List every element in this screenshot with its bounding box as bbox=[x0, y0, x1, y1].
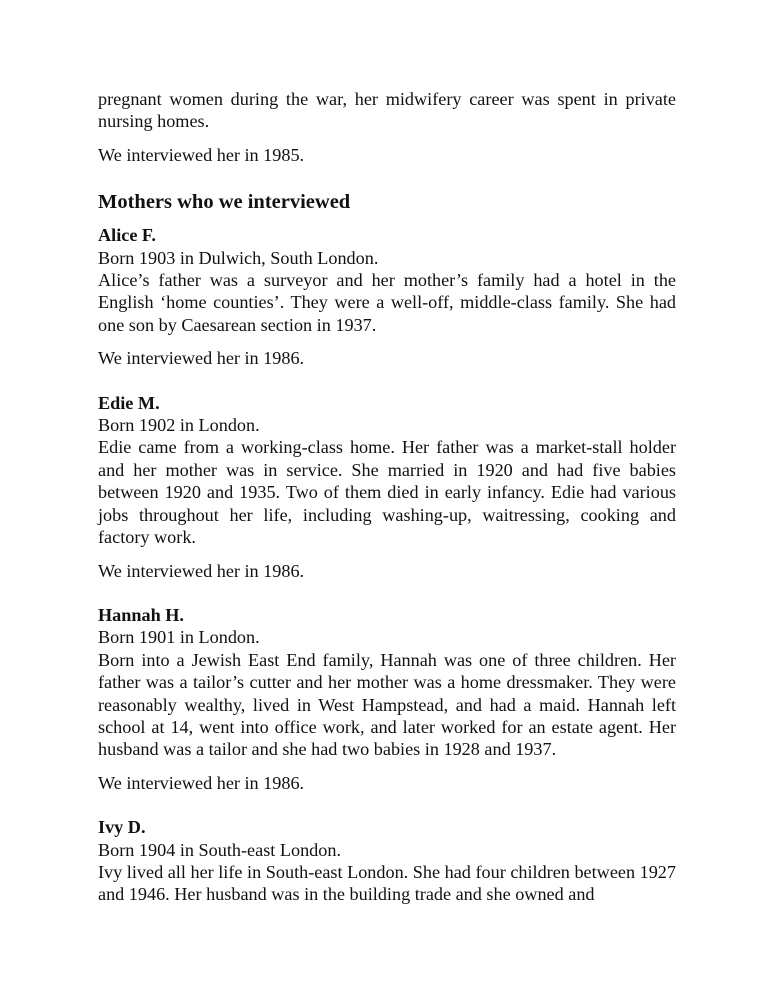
entry-description: Alice’s father was a surveyor and her mother’s family had a hotel in the English ‘home counties’. They were a well-off, middle-class family. She had one son by Caesarean section in 1937. bbox=[98, 270, 676, 335]
entry-name: Edie M. bbox=[98, 392, 160, 413]
entry-name: Alice F. bbox=[98, 225, 156, 246]
entry-born: Born 1904 in South-east London. bbox=[98, 839, 341, 860]
document-page bbox=[98, 88, 676, 917]
entry-name: Hannah H. bbox=[98, 604, 184, 625]
entry-description: Born into a Jewish East End family, Hannah was one of three children. Her father was a tailor’s cutter and her mother was a home dressmaker. They were reasonably wealthy, lived in West Hampstead, and had a maid. Hannah left school at 14, went into office work, and later worked for an estate agent. Her husband was a tailor and she had two babies in 1928 and 1937. bbox=[98, 649, 676, 760]
entry-born: Born 1901 in London. bbox=[98, 627, 260, 648]
section-heading: Mothers who we interviewed bbox=[98, 191, 351, 214]
entry-hannah bbox=[98, 604, 676, 794]
entry-description: Edie came from a working-class home. Her father was a market-stall holder and her mother was in service. She married in 1920 and had five babies between 1920 and 1935. Two of them died in early infancy. Edie had various jobs throughout her life, including washing-up, waitressing, cooking and factory work. bbox=[98, 437, 676, 548]
entry-interview-line: We interviewed her in 1986. bbox=[98, 772, 305, 793]
intro-continuation-paragraph: pregnant women during the war, her midwifery career was spent in private nursing homes. bbox=[98, 89, 676, 132]
entry-name: Ivy D. bbox=[98, 817, 146, 838]
entry-alice bbox=[98, 224, 676, 369]
entry-born: Born 1903 in Dulwich, South London. bbox=[98, 247, 379, 268]
entry-interview-line: We interviewed her in 1986. bbox=[98, 560, 305, 581]
intro-interview-line: We interviewed her in 1985. bbox=[98, 144, 305, 165]
entry-description: Ivy lived all her life in South-east London. She had four children between 1927 and 1946. Her husband was in the building trade and she owned and bbox=[98, 861, 676, 905]
entry-interview-line: We interviewed her in 1986. bbox=[98, 348, 305, 369]
entry-edie bbox=[98, 392, 676, 582]
entry-born: Born 1902 in London. bbox=[98, 415, 260, 436]
entry-ivy bbox=[98, 816, 676, 906]
